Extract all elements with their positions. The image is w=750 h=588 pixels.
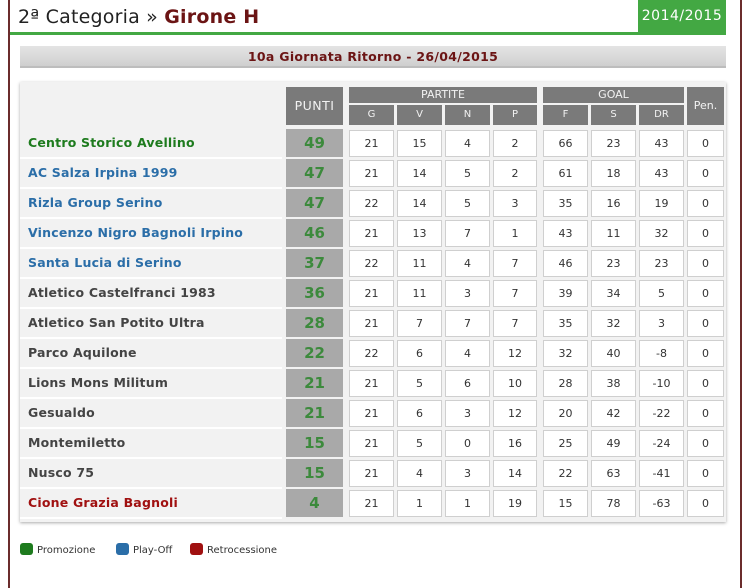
points-cell: 47	[286, 189, 343, 217]
points-cell: 15	[286, 459, 343, 487]
stat-cell-dr: 32	[639, 220, 684, 247]
stat-cell-dr: 43	[639, 130, 684, 157]
team-name[interactable]: Atletico San Potito Ultra	[28, 315, 205, 330]
stat-cell-dr: -22	[639, 400, 684, 427]
points-cell: 15	[286, 429, 343, 457]
stat-cell-p: 14	[493, 460, 537, 487]
legend-promozione	[20, 543, 95, 556]
stat-cell-s: 40	[591, 340, 636, 367]
header-goal: GOAL	[543, 87, 684, 103]
stat-cell-v: 7	[397, 310, 442, 337]
team-name[interactable]: Vincenzo Nigro Bagnoli Irpino	[28, 225, 244, 240]
table-row	[20, 129, 726, 159]
points-cell: 36	[286, 279, 343, 307]
stat-cell-f: 35	[543, 190, 588, 217]
stat-cell-v: 11	[397, 280, 442, 307]
stat-cell-f: 35	[543, 310, 588, 337]
header-partite: PARTITE	[349, 87, 537, 103]
stat-cell-g: 21	[349, 160, 394, 187]
legend-playoff-label: Play-Off	[133, 545, 173, 556]
team-name[interactable]: Nusco 75	[28, 465, 95, 480]
stat-cell-f: 15	[543, 490, 588, 517]
stat-cell-v: 13	[397, 220, 442, 247]
stat-cell-g: 21	[349, 400, 394, 427]
stat-cell-p: 2	[493, 160, 537, 187]
stat-cell-p: 7	[493, 280, 537, 307]
header-f[interactable]: F	[543, 105, 588, 125]
stat-cell-dr: 23	[639, 250, 684, 277]
stat-cell-v: 4	[397, 460, 442, 487]
stat-cell-dr: -63	[639, 490, 684, 517]
stat-cell-n: 3	[445, 400, 490, 427]
stat-cell-pen: 0	[687, 220, 724, 247]
legend-promozione-label: Promozione	[37, 545, 96, 556]
stat-cell-v: 5	[397, 370, 442, 397]
stat-cell-f: 43	[543, 220, 588, 247]
page-title	[18, 6, 259, 28]
stat-cell-dr: -24	[639, 430, 684, 457]
stat-cell-pen: 0	[687, 130, 724, 157]
stat-cell-dr: 5	[639, 280, 684, 307]
points-cell: 49	[286, 129, 343, 157]
stat-cell-g: 22	[349, 250, 394, 277]
stat-cell-f: 20	[543, 400, 588, 427]
stat-cell-dr: 3	[639, 310, 684, 337]
stat-cell-s: 63	[591, 460, 636, 487]
stat-cell-f: 28	[543, 370, 588, 397]
stat-cell-n: 3	[445, 280, 490, 307]
points-cell: 21	[286, 369, 343, 397]
stat-cell-p: 3	[493, 190, 537, 217]
stat-cell-p: 12	[493, 400, 537, 427]
team-name[interactable]: Atletico Castelfranci 1983	[28, 285, 216, 300]
stat-cell-p: 2	[493, 130, 537, 157]
legend-retrocessione-label: Retrocessione	[207, 545, 278, 556]
points-cell: 28	[286, 309, 343, 337]
points-cell: 21	[286, 399, 343, 427]
team-name[interactable]: AC Salza Irpina 1999	[28, 165, 178, 180]
title-prefix: 2ª Categoria »	[18, 6, 165, 28]
stat-cell-v: 14	[397, 190, 442, 217]
stat-cell-pen: 0	[687, 430, 724, 457]
stat-cell-g: 21	[349, 370, 394, 397]
team-name[interactable]: Santa Lucia di Serino	[28, 255, 182, 270]
team-name[interactable]: Lions Mons Militum	[28, 375, 169, 390]
table-row	[20, 369, 726, 399]
stat-cell-pen: 0	[687, 250, 724, 277]
points-cell: 4	[286, 489, 343, 517]
stat-cell-v: 15	[397, 130, 442, 157]
stat-cell-dr: -8	[639, 340, 684, 367]
table-row	[20, 279, 726, 309]
stat-cell-f: 46	[543, 250, 588, 277]
table-row	[20, 249, 726, 279]
stat-cell-v: 6	[397, 400, 442, 427]
stat-cell-p: 16	[493, 430, 537, 457]
table-row	[20, 459, 726, 489]
stat-cell-pen: 0	[687, 310, 724, 337]
stat-cell-v: 14	[397, 160, 442, 187]
table-row	[20, 339, 726, 369]
stat-cell-f: 25	[543, 430, 588, 457]
team-name[interactable]: Montemiletto	[28, 435, 126, 450]
stat-cell-p: 1	[493, 220, 537, 247]
stat-cell-dr: -41	[639, 460, 684, 487]
stat-cell-pen: 0	[687, 160, 724, 187]
table-row	[20, 189, 726, 219]
stat-cell-f: 39	[543, 280, 588, 307]
stat-cell-v: 5	[397, 430, 442, 457]
table-row	[20, 159, 726, 189]
promozione-swatch	[20, 543, 33, 555]
stat-cell-g: 22	[349, 190, 394, 217]
stat-cell-dr: -10	[639, 370, 684, 397]
header-punti[interactable]: PUNTI	[286, 87, 343, 125]
stat-cell-n: 7	[445, 220, 490, 247]
stat-cell-s: 11	[591, 220, 636, 247]
stat-cell-p: 10	[493, 370, 537, 397]
stat-cell-g: 21	[349, 460, 394, 487]
standings-table	[20, 82, 726, 522]
header-s[interactable]: S	[591, 105, 636, 125]
stat-cell-pen: 0	[687, 400, 724, 427]
stat-cell-g: 21	[349, 430, 394, 457]
stat-cell-s: 16	[591, 190, 636, 217]
header-divider	[10, 32, 726, 35]
stat-cell-f: 32	[543, 340, 588, 367]
points-cell: 37	[286, 249, 343, 277]
table-row	[20, 219, 726, 249]
stat-cell-s: 78	[591, 490, 636, 517]
stat-cell-f: 22	[543, 460, 588, 487]
stat-cell-n: 6	[445, 370, 490, 397]
points-cell: 46	[286, 219, 343, 247]
stat-cell-n: 0	[445, 430, 490, 457]
stat-cell-n: 1	[445, 490, 490, 517]
stat-cell-s: 23	[591, 130, 636, 157]
retrocessione-swatch	[190, 543, 203, 555]
stat-cell-dr: 19	[639, 190, 684, 217]
stat-cell-n: 3	[445, 460, 490, 487]
stat-cell-n: 4	[445, 250, 490, 277]
legend-playoff	[116, 543, 172, 556]
stat-cell-g: 21	[349, 310, 394, 337]
season-badge: 2014/2015	[638, 0, 726, 32]
table-row	[20, 429, 726, 459]
stat-cell-g: 21	[349, 280, 394, 307]
points-cell: 47	[286, 159, 343, 187]
stat-cell-pen: 0	[687, 370, 724, 397]
stat-cell-pen: 0	[687, 280, 724, 307]
header-g[interactable]: G	[349, 105, 394, 125]
stat-cell-p: 7	[493, 250, 537, 277]
stat-cell-dr: 43	[639, 160, 684, 187]
stat-cell-n: 5	[445, 190, 490, 217]
stat-cell-s: 38	[591, 370, 636, 397]
table-row	[20, 309, 726, 339]
table-row	[20, 399, 726, 429]
team-name[interactable]: Cione Grazia Bagnoli	[28, 495, 178, 510]
stat-cell-s: 32	[591, 310, 636, 337]
stat-cell-g: 22	[349, 340, 394, 367]
stat-cell-p: 19	[493, 490, 537, 517]
stat-cell-n: 7	[445, 310, 490, 337]
team-name[interactable]: Centro Storico Avellino	[28, 135, 195, 150]
header-p[interactable]: P	[493, 105, 537, 125]
table-row	[20, 489, 726, 519]
stat-cell-v: 11	[397, 250, 442, 277]
stat-cell-pen: 0	[687, 190, 724, 217]
stat-cell-n: 5	[445, 160, 490, 187]
row-separator	[20, 517, 282, 519]
stat-cell-v: 6	[397, 340, 442, 367]
stat-cell-g: 21	[349, 490, 394, 517]
stat-cell-s: 49	[591, 430, 636, 457]
legend-retrocessione	[190, 543, 277, 556]
stat-cell-f: 66	[543, 130, 588, 157]
stat-cell-g: 21	[349, 220, 394, 247]
stat-cell-pen: 0	[687, 340, 724, 367]
stat-cell-g: 21	[349, 130, 394, 157]
header-v[interactable]: V	[397, 105, 442, 125]
stat-cell-n: 4	[445, 130, 490, 157]
header-pen[interactable]: Pen.	[687, 87, 724, 125]
header-n[interactable]: N	[445, 105, 490, 125]
stat-cell-f: 61	[543, 160, 588, 187]
round-title: 10a Giornata Ritorno - 26/04/2015	[20, 46, 726, 68]
stat-cell-s: 18	[591, 160, 636, 187]
stat-cell-p: 7	[493, 310, 537, 337]
stat-cell-pen: 0	[687, 460, 724, 487]
stat-cell-p: 12	[493, 340, 537, 367]
team-name[interactable]: Gesualdo	[28, 405, 95, 420]
stat-cell-s: 34	[591, 280, 636, 307]
points-cell: 22	[286, 339, 343, 367]
playoff-swatch	[116, 543, 129, 555]
title-group: Girone H	[164, 6, 260, 28]
stat-cell-s: 23	[591, 250, 636, 277]
stat-cell-v: 1	[397, 490, 442, 517]
stat-cell-pen: 0	[687, 490, 724, 517]
team-name[interactable]: Rizla Group Serino	[28, 195, 163, 210]
header-dr[interactable]: DR	[639, 105, 684, 125]
team-name[interactable]: Parco Aquilone	[28, 345, 137, 360]
stat-cell-n: 4	[445, 340, 490, 367]
stat-cell-s: 42	[591, 400, 636, 427]
page-header	[10, 0, 726, 36]
